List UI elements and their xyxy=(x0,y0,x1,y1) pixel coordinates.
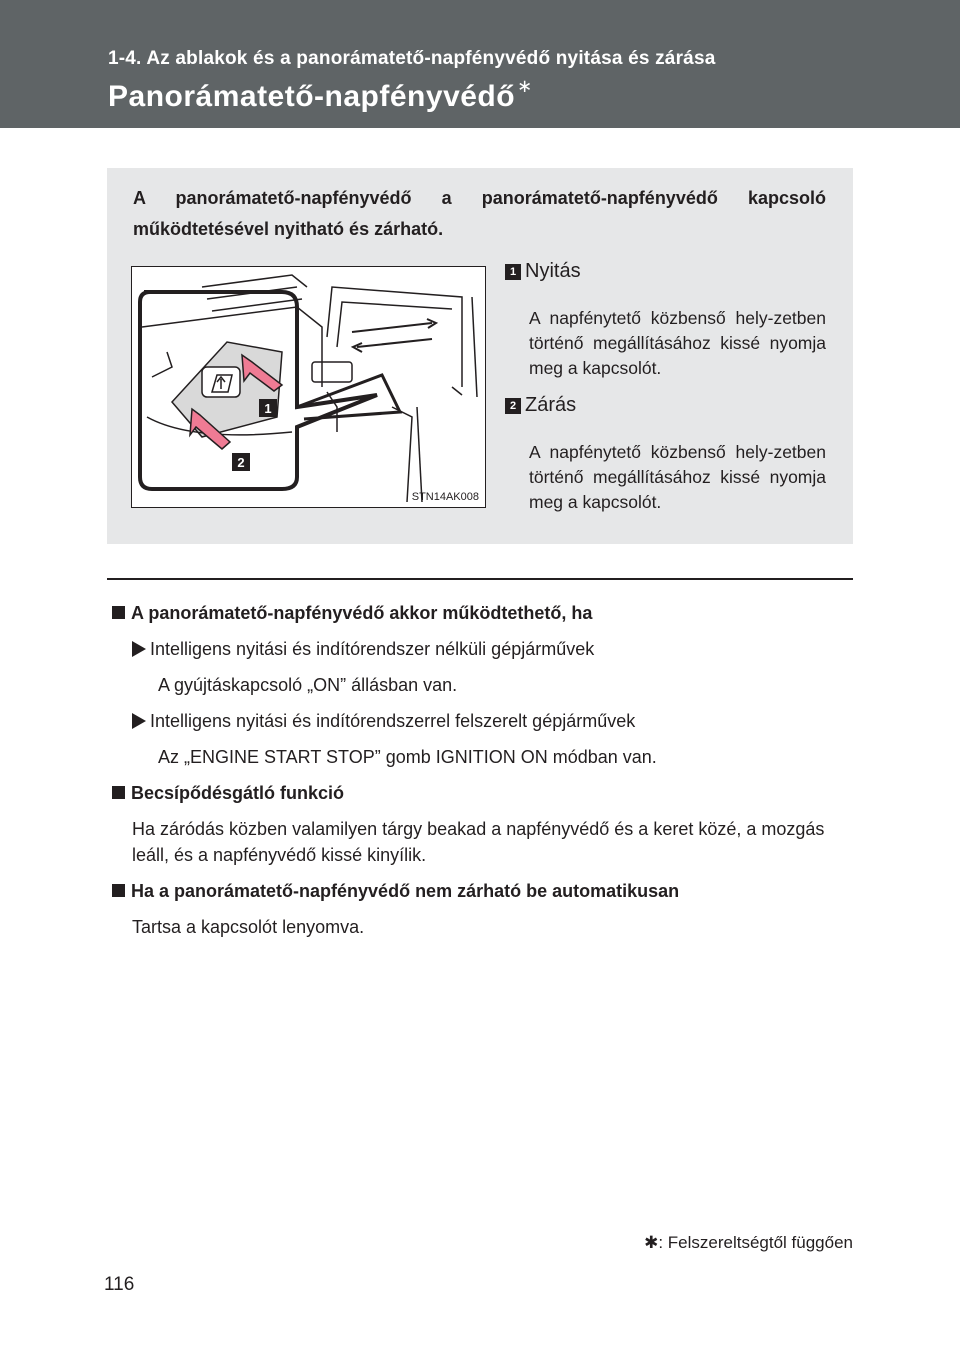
footnote xyxy=(644,1233,853,1253)
list-item-label: Intelligens nyitási és indítórendszer nélküli gépjárművek xyxy=(150,639,595,659)
step-open-title: Nyitás xyxy=(525,260,581,282)
triangle-bullet-icon xyxy=(132,641,146,657)
triangle-bullet-icon xyxy=(132,713,146,729)
step-number-1: 1 xyxy=(505,264,521,280)
note-heading-text: A panorámatető-napfényvédő akkor működtethető, ha xyxy=(131,603,593,623)
step-close-description: A napfénytető közbenső hely-zetben történő megállításához kissé nyomja meg a kapcsolót. xyxy=(529,442,826,512)
note-heading-text: Ha a panorámatető-napfényvédő nem zárható be automatikusan xyxy=(131,881,680,901)
list-item-detail: Az „ENGINE START STOP” gomb IGNITION ON módban van. xyxy=(158,747,657,767)
note-heading-text: Becsípődésgátló funkció xyxy=(131,783,345,803)
info-box xyxy=(107,168,853,544)
step-number-2: 2 xyxy=(505,398,521,414)
list-item xyxy=(132,636,852,662)
note-heading xyxy=(112,780,852,806)
section-title: 1-4. Az ablakok és a panorámatető-napfényvédő nyitása és zárása xyxy=(108,48,716,69)
intro-text: A panorámatető-napfényvédő a panorámatető-napfényvédő kapcsoló működtetésével nyitható és zárható. xyxy=(133,188,826,239)
step-open-description: A napfénytető közbenső hely-zetben történő megállításához kissé nyomja meg a kapcsolót. xyxy=(529,308,826,378)
page-title xyxy=(108,76,533,114)
step-close-title: Zárás xyxy=(525,394,577,416)
svg-text:2: 2 xyxy=(237,455,245,470)
list-item-label: Intelligens nyitási és indítórendszerrel felszerelt gépjárművek xyxy=(150,711,636,731)
list-item xyxy=(132,708,852,734)
page-title-text: Panorámatető-napfényvédő xyxy=(108,80,516,113)
asterisk-icon: ✱ xyxy=(644,1233,659,1252)
notes-section xyxy=(112,600,852,950)
note-body: Ha záródás közben valamilyen tárgy beakad a napfényvédő és a keret közé, a mozgás leáll, és a napfényvédő kissé kinyílik. xyxy=(132,819,825,865)
note-heading xyxy=(112,878,852,904)
chapter-header xyxy=(0,0,960,128)
optional-mark: ∗ xyxy=(517,76,533,96)
square-bullet-icon xyxy=(112,786,125,799)
step-close-heading xyxy=(505,394,576,417)
sunshade-switch-illustration xyxy=(131,266,486,508)
note-heading xyxy=(112,600,852,626)
step-open-heading xyxy=(505,260,581,283)
page-number: 116 xyxy=(104,1274,135,1295)
divider xyxy=(107,578,853,580)
footnote-text: : Felszereltségtől függően xyxy=(658,1233,853,1252)
illustration-svg xyxy=(132,267,485,507)
note-body: Tartsa a kapcsolót lenyomva. xyxy=(132,917,365,937)
square-bullet-icon xyxy=(112,606,125,619)
square-bullet-icon xyxy=(112,884,125,897)
list-item-detail: A gyújtáskapcsoló „ON” állásban van. xyxy=(158,675,458,695)
svg-text:1: 1 xyxy=(264,401,272,416)
figure-code: STN14AK008 xyxy=(411,491,479,503)
